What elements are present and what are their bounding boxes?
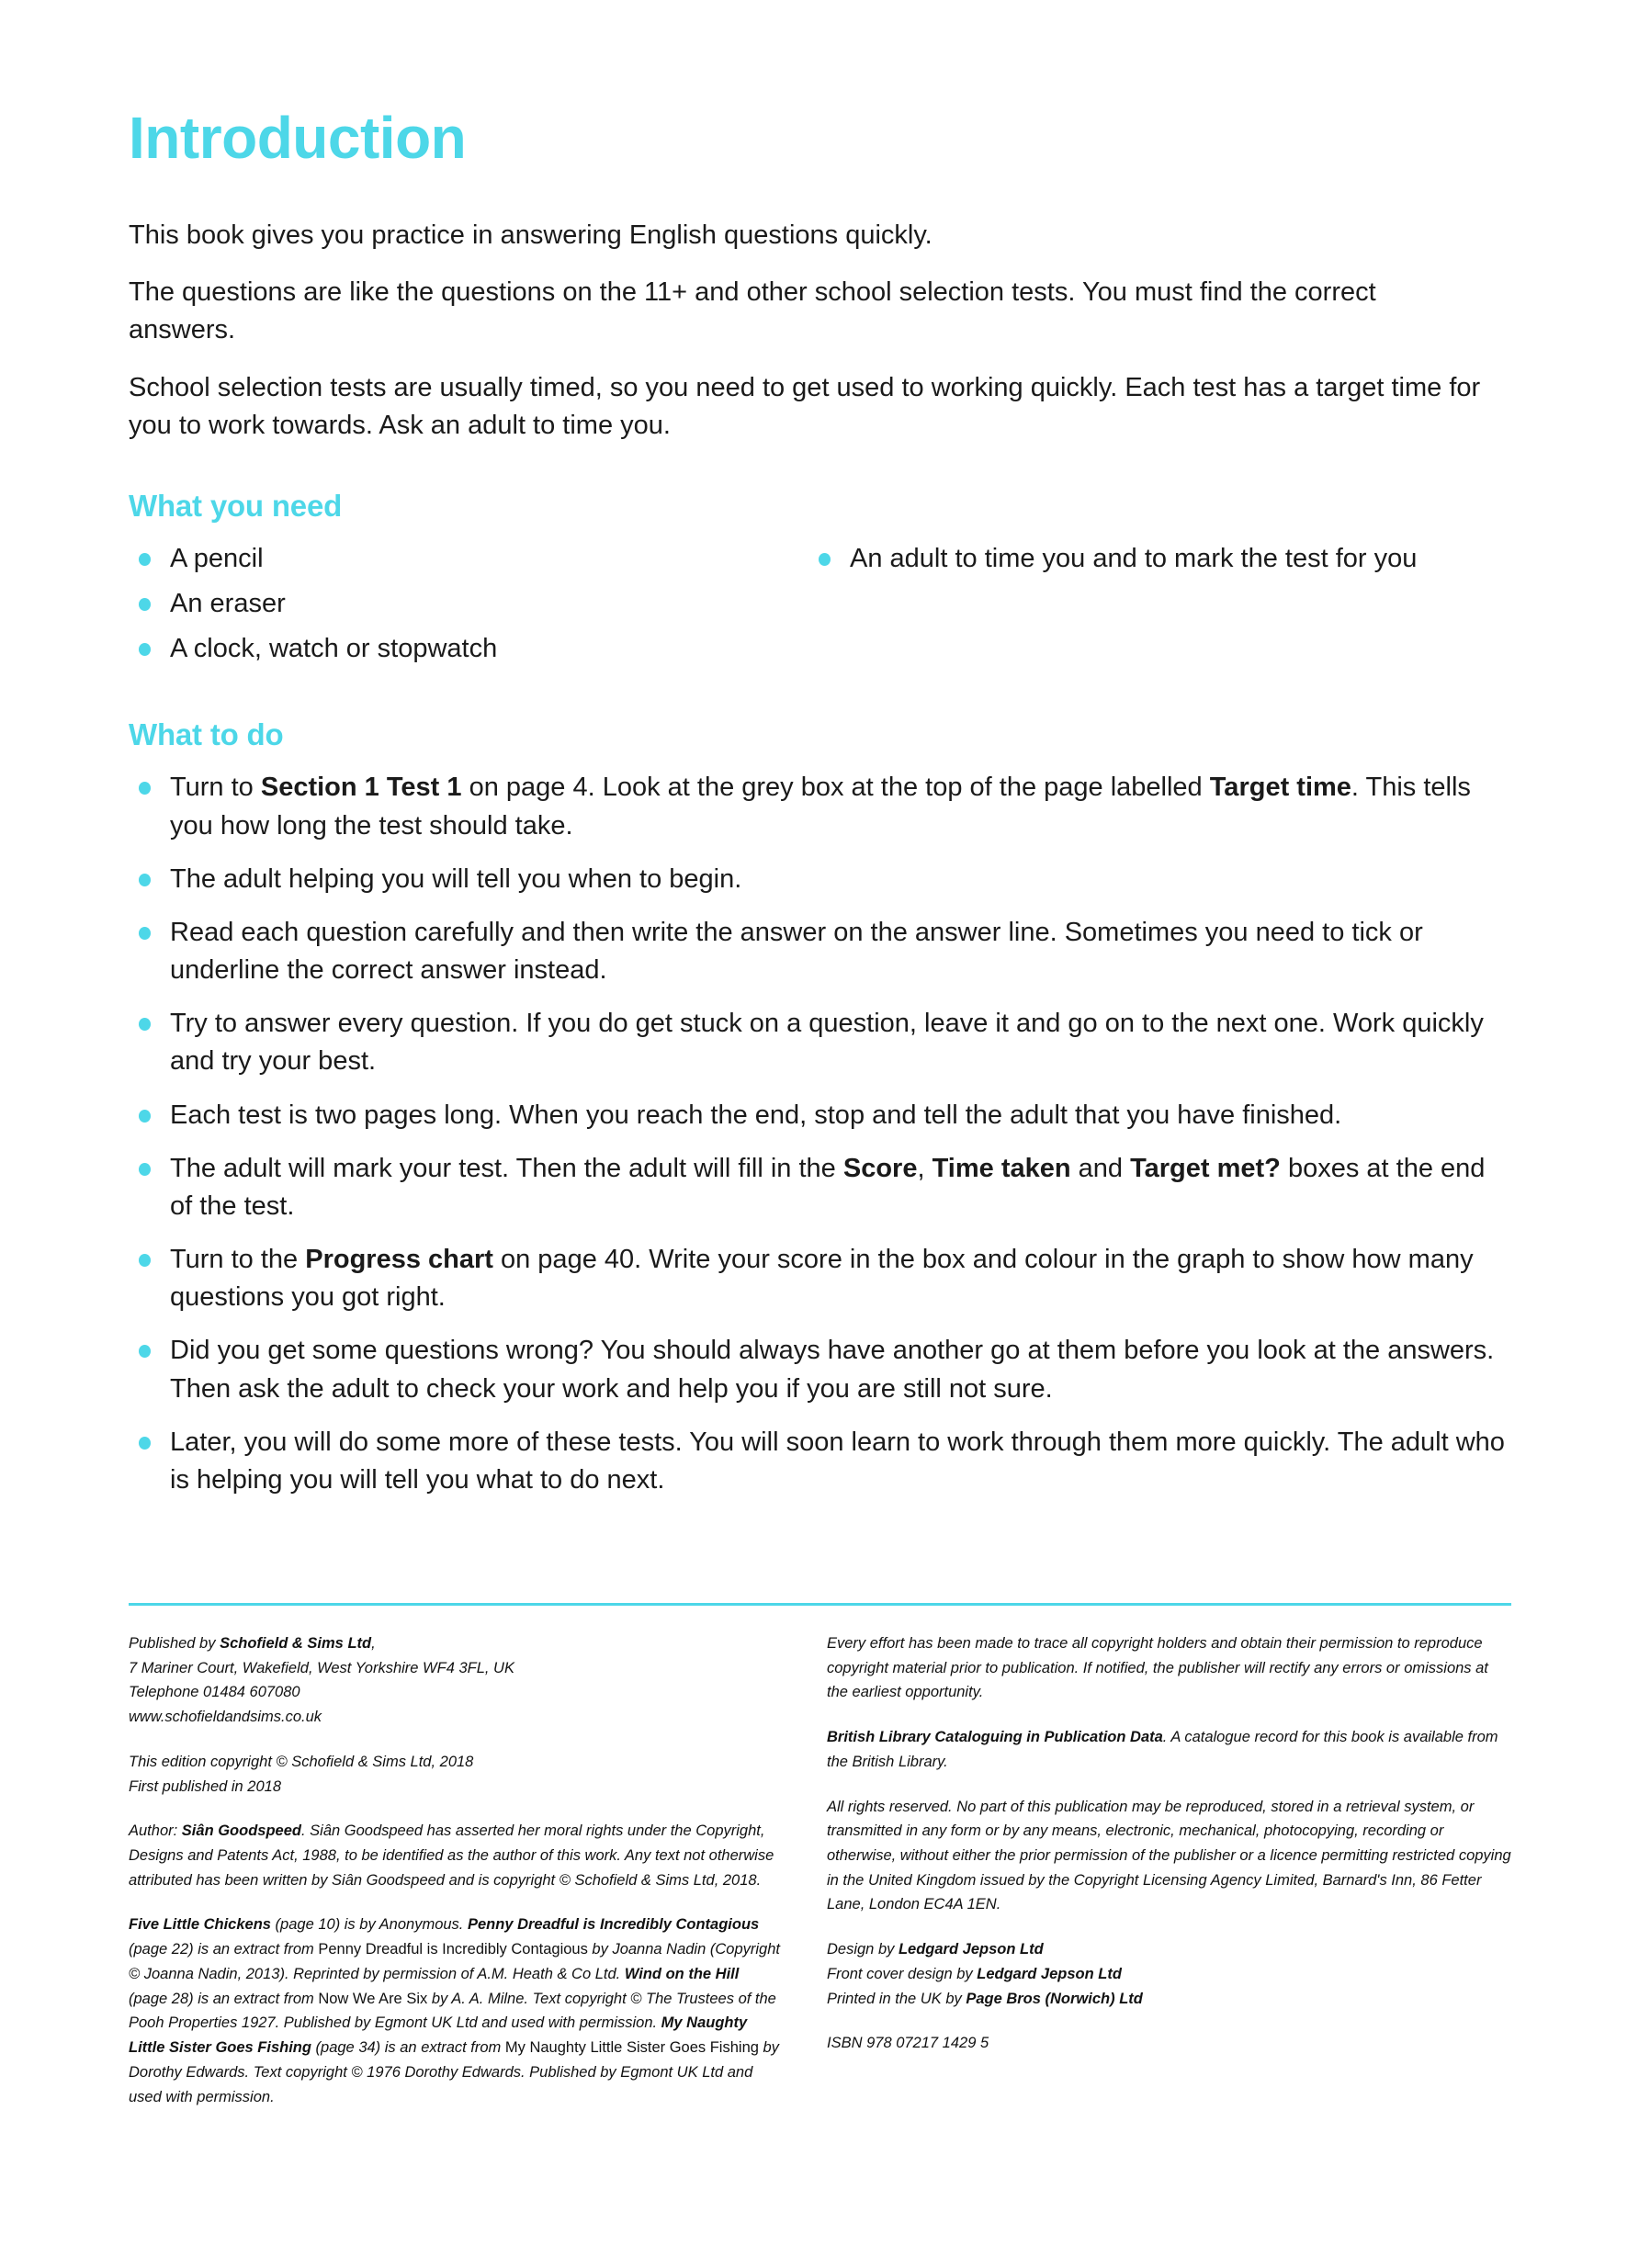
what-you-need-left-column xyxy=(129,540,808,676)
what-you-need-left-list xyxy=(129,540,808,669)
intro-paragraph-2: The questions are like the questions on the 11+ and other school selection tests. You must find the correct answers. xyxy=(129,277,1376,345)
what-to-do-item: Turn to Section 1 Test 1 on page 4. Look at the grey box at the top of the page labelled Target time. This tells you how long the test should take. xyxy=(129,769,1511,844)
emphasis-text: Penny Dreadful is Incredibly Contagious xyxy=(467,1916,760,1934)
what-to-do-item: The adult helping you will tell you when to begin. xyxy=(129,861,1511,898)
footer-divider xyxy=(129,1603,1511,1606)
emphasis-text: Section 1 Test 1 xyxy=(260,773,462,803)
emphasis-text: Schofield & Sims Ltd xyxy=(220,1635,372,1652)
edition-block: This edition copyright © Schofield & Sims Ltd, 2018 First published in 2018 xyxy=(129,1753,474,1795)
emphasis-text: Five Little Chickens xyxy=(129,1916,271,1934)
emphasis-text: Score xyxy=(842,1153,918,1183)
work-title-roman: Penny Dreadful is Incredibly Contagious xyxy=(318,1941,588,1958)
page-title: Introduction xyxy=(129,105,467,171)
credits-block: Design by Ledgard Jepson Ltd Front cover design by Ledgard Jepson Ltd Printed in the UK by Page Bros (Norwich) Ltd xyxy=(827,1941,1143,2007)
what-you-need-right-list xyxy=(808,540,1507,578)
what-to-do-item: Later, you will do some more of these tests. You will soon learn to work through them more quickly. The adult who is helping you will tell you what to do next. xyxy=(129,1424,1511,1499)
author-block: Author: Siân Goodspeed. Siân Goodspeed has asserted her moral rights under the Copyright, Designs and Patents Act, 1988, to be identified as the author of this work. Any text not otherwise attributed has been written by Siân Goodspeed and is copyright © Schofield & Sims Ltd, 2018. xyxy=(129,1822,774,1889)
footer xyxy=(129,1603,1511,2109)
work-title-roman: My Naughty Little Sister Goes Fishing xyxy=(504,2039,759,2057)
what-to-do-item: Turn to the Progress chart on page 40. Write your score in the box and colour in the graph to show how many questions you got right. xyxy=(129,1241,1511,1316)
what-you-need-right-column xyxy=(808,540,1507,676)
all-rights-reserved-block: All rights reserved. No part of this publication may be reproduced, stored in a retrieval system, or transmitted in any form or by any means, electronic, mechanical, photocopying, recording or otherwise, without either the prior permission of the publisher or a licence permitting restricted copying in the United Kingdom issued by the Copyright Licensing Agency Limited, Barnard's Inn, 86 Fetter Lane, London EC4A 1EN. xyxy=(827,1798,1511,1913)
footer-columns xyxy=(129,1631,1511,2109)
what-to-do-item: The adult will mark your test. Then the adult will fill in the Score, Time taken and Target met? boxes at the end of the test. xyxy=(129,1150,1511,1225)
what-to-do-item: Did you get some questions wrong? You should always have another go at them before you look at the answers. Then ask the adult to check your work and help you if you are still not sure. xyxy=(129,1332,1511,1407)
what-you-need-item: An adult to time you and to mark the test for you xyxy=(808,540,1507,578)
emphasis-text: Ledgard Jepson Ltd xyxy=(898,1941,1044,1958)
what-to-do-list xyxy=(129,769,1511,1499)
emphasis-text: British Library Cataloguing in Publication Data xyxy=(827,1729,1163,1746)
what-you-need-item: A clock, watch or stopwatch xyxy=(129,630,808,668)
publisher-block: Published by Schofield & Sims Ltd, 7 Mariner Court, Wakefield, West Yorkshire WF4 3FL, UK Telephone 01484 607080 www.schofieldandsims.co.uk xyxy=(129,1635,514,1726)
isbn-line: ISBN 978 07217 1429 5 xyxy=(827,2035,989,2052)
what-you-need-columns xyxy=(129,540,1511,676)
what-to-do-item: Each test is two pages long. When you reach the end, stop and tell the adult that you have finished. xyxy=(129,1097,1511,1134)
what-to-do-item: Try to answer every question. If you do get stuck on a question, leave it and go on to the next one. Work quickly and try your best. xyxy=(129,1005,1511,1080)
emphasis-text: My Naughty Little Sister Goes Fishing xyxy=(129,2014,748,2057)
footer-left-column xyxy=(129,1631,781,2109)
section-heading-what-you-need: What you need xyxy=(129,488,343,523)
acknowledgements-block: Five Little Chickens (page 10) is by Anonymous. Penny Dreadful is Incredibly Contagious (page 22) is an extract from Penny Dreadful is Incredibly Contagious by Joanna Nadin (Copyright © Joanna Nadin, 2013). Reprinted by permission of A.M. Heath & Co Ltd. Wind on the Hill (page 28) is an extract from Now We Are Six by A. A. Milne. Text copyright © The Trustees of the Pooh Properties 1927. Published by Egmont UK Ltd and used with permission. My Naughty Little Sister Goes Fishing (page 34) is an extract from My Naughty Little Sister Goes Fishing by Dorothy Edwards. Text copyright © 1976 Dorothy Edwards. Published by Egmont UK Ltd and used with permission. xyxy=(129,1916,780,2105)
what-to-do-item: Read each question carefully and then write the answer on the answer line. Sometimes you need to tick or underline the correct answer instead. xyxy=(129,914,1511,989)
emphasis-text: Progress chart xyxy=(305,1245,493,1275)
emphasis-text: Target time xyxy=(1209,773,1351,803)
emphasis-text: Time taken xyxy=(932,1153,1071,1183)
emphasis-text: Target met? xyxy=(1130,1153,1281,1183)
emphasis-text: Wind on the Hill xyxy=(624,1965,740,1982)
footer-right-column xyxy=(827,1631,1511,2109)
permissions-note: Every effort has been made to trace all copyright holders and obtain their permission to reproduce copyright material prior to publication. If notified, the publisher will rectify any errors or omissions at the earliest opportunity. xyxy=(827,1635,1488,1701)
main-content xyxy=(129,105,1511,1499)
emphasis-text: Ledgard Jepson Ltd xyxy=(977,1965,1122,1982)
emphasis-text: Page Bros (Norwich) Ltd xyxy=(966,1990,1143,2007)
what-you-need-item: A pencil xyxy=(129,540,808,578)
section-heading-what-to-do: What to do xyxy=(129,717,284,752)
intro-paragraph-3: School selection tests are usually timed, so you need to get used to working quickly. Each test has a target time for you to work towards. Ask an adult to time you. xyxy=(129,372,1481,440)
emphasis-text: Siân Goodspeed xyxy=(181,1822,301,1840)
intro-paragraph-1: This book gives you practice in answering English questions quickly. xyxy=(129,220,933,250)
work-title-roman: Now We Are Six xyxy=(318,1990,428,2007)
british-library-block: British Library Cataloguing in Publication Data. A catalogue record for this book is available from the British Library. xyxy=(827,1729,1498,1770)
what-you-need-item: An eraser xyxy=(129,585,808,623)
